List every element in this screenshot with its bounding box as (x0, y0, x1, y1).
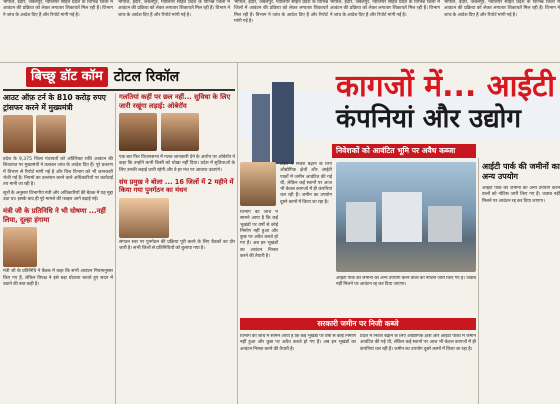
main-body-1: प्रदेश में निवेश बढ़ाने के लिए औद्योगिक क्षेत्रों और आईटी पार्कों में जमीन आवंटित की गई थी, लेकिन कई स्थानों पर आज भी केवल कागजों में ही कंपनियां चल रही हैं। जमीन का उपयोग दूसरे कामों में किया जा रहा है। (280, 162, 332, 205)
kicker-banner: निवेशकों को आवंटित भूमि पर अवैध कब्जा (332, 144, 476, 158)
main-headline-2: कंपनियां और उद्योग (336, 104, 522, 134)
top-strip-col-2: भोपाल, इंदौर, जबलपुर, ग्वालियर सहित प्रदेश के विभिन्न जिलों में आवंटन की प्रक्रिया को लेकर लगातार शिकायतें मिल रही हैं। विभाग ने जांच के आदेश दिए हैं और रिपोर्ट मांगी गई है। (118, 0, 230, 18)
main-body-4: प्रदेश में निवेश बढ़ाने के लिए औद्योगिक क्षेत्रों और आईटी पार्कों में जमीन आवंटित की गई थी, लेकिन कई स्थानों पर आज भी केवल कागजों में ही कंपनियां चल रही हैं। जमीन का उपयोग दूसरे कामों में किया जा रहा है। (360, 334, 476, 352)
left-article (3, 93, 113, 404)
mid-portrait-2 (161, 113, 199, 151)
portrait-photo-1 (3, 115, 33, 153)
portrait-photo-2 (36, 115, 66, 153)
brand-left: बिच्छू डॉट कॉम (26, 67, 108, 87)
main-body-2: आईटी पार्क की जमीनों का अन्य उपयोग करने वालों को नोटिस जारी किए गए हैं। जवाब नहीं मिलने पर आवंटन रद्द कर दिया जाएगा। (336, 276, 476, 288)
brand-right: टोटल रिकॉल (113, 69, 180, 85)
side-body: आईटी पार्क की जमीनों का अन्य उपयोग करने वालों को नोटिस जारी किए गए हैं। जवाब नहीं मिलने पर आवंटन रद्द कर दिया जाएगा। (482, 186, 560, 204)
mid-headline: गलतियां कहीं पर छल नहीं... सुविधा के लिए जारी रखूंगा लड़ाई: ओबेरॉय (119, 93, 231, 110)
left-body-1: प्रदेश के 9,375 जिला पंचायतों को अतिरिक्त राशि आवंटन की शिकायत पर मुख्यमंत्री ने तत्काल जांच के आदेश दिए हैं। पूरे प्रकरण में विभाग से रिपोर्ट मांगी गई है और वित्त विभाग को भी जानकारी भेजी गई है। नियमों का उल्लंघन करने वाले अधिकारियों पर कार्रवाई तय मानी जा रही है। (3, 157, 113, 188)
left-body-3: मंत्री जी के प्रतिनिधि ने बैठक में कहा कि सभी आवंटन नियमानुसार किए गए हैं, लेकिन विपक्ष ने इसे बड़ा घोटाला बताते हुए सदन में उठाने की बात कही है। (3, 269, 113, 288)
mid-portraits (119, 113, 235, 153)
left-box-head: मंत्री जी के प्रतिनिधि ने भी घोषणा ...नहीं लिया, दूल्हा हंगामा (3, 207, 106, 224)
mid-article (119, 93, 235, 404)
main-body-1b: विभाग की जांच में सामने आया है कि कई भूखंडों पर वर्षों से कोई निर्माण नहीं हुआ और कुछ पर अवैध कब्जे हो गए हैं। अब इन भूखंडों का आवंटन निरस्त करने की तैयारी है। (240, 210, 278, 260)
tower-graphic (242, 74, 302, 164)
mid-portrait-3 (119, 198, 169, 238)
brand-bar (26, 66, 234, 88)
main-body-3: विभाग की जांच में सामने आया है कि कई भूखंडों पर वर्षों से कोई निर्माण नहीं हुआ और कुछ पर अवैध कब्जे हो गए हैं। अब इन भूखंडों का आवंटन निरस्त करने की तैयारी है। (240, 334, 356, 352)
left-headline: आउट ऑफ़ टर्न के 810 करोड़ रुपए ट्रांसफर करने में मुख्यमंत्री (3, 93, 106, 112)
mid-body-2: संगठन स्तर पर पुनर्गठन की प्रक्रिया पूरी करने के लिए बैठकों का दौर जारी है। सभी जिलों से प्रतिनिधियों को बुलाया गया है। (119, 239, 235, 252)
side-headline: आईटी पार्क की जमीनों का अन्य उपयोग (482, 162, 560, 181)
top-strip-col-3: भोपाल, इंदौर, जबलपुर, ग्वालियर सहित प्रदेश के विभिन्न जिलों में आवंटन की प्रक्रिया को लेकर लगातार शिकायतें मिल रही हैं। विभाग ने जांच के आदेश दिए हैं और रिपोर्ट मांगी गई है। (234, 0, 328, 24)
top-strip-col-1: भोपाल, इंदौर, जबलपुर, ग्वालियर सहित प्रदेश के विभिन्न जिलों में आवंटन की प्रक्रिया को लेकर लगातार शिकायतें मिल रही हैं। विभाग ने जांच के आदेश दिए हैं और रिपोर्ट मांगी गई है। (3, 0, 113, 18)
left-body-2: सूत्रों के अनुसार विभागीय मंत्री और अधिकारियों की बैठक में यह मुद्दा उठा था। इसके बाद ही पूरे मामले की फाइल आगे बढ़ाई गई। (3, 190, 113, 202)
main-feature (240, 64, 560, 404)
top-strip-col-4: भोपाल, इंदौर, जबलपुर, ग्वालियर सहित प्रदेश के विभिन्न जिलों में आवंटन की प्रक्रिया को लेकर लगातार शिकायतें मिल रही हैं। विभाग ने जांच के आदेश दिए हैं और रिपोर्ट मांगी गई है। (330, 0, 440, 18)
mid-body-1: एक बार फिर विधानसभा में गलत जानकारी देने के आरोप पर ओबेरॉय ने कहा कि उन्होंने कभी किसी को धोखा नहीं दिया। प्रदेश में सुविधाओं के लिए उनकी लड़ाई जारी रहेगी और वे हर मंच पर आवाज उठाएंगे। (119, 155, 235, 173)
sub-banner: सरकारी जमीन पर निजी कब्जे (240, 318, 476, 330)
industrial-photo (336, 162, 476, 272)
reporter-photo (240, 162, 276, 206)
left-portrait-3 (3, 227, 37, 267)
mid-portrait-1 (119, 113, 157, 151)
left-portraits (3, 115, 113, 155)
top-strip-col-5: भोपाल, इंदौर, जबलपुर, ग्वालियर सहित प्रदेश के विभिन्न जिलों में आवंटन की प्रक्रिया को लेकर लगातार शिकायतें मिल रही हैं। विभाग ने जांच के आदेश दिए हैं और रिपोर्ट मांगी गई है। (444, 0, 560, 18)
mid-box-head: संघ प्रमुख ने बोला ... 16 जिलों में 2 महीने में किया गया पुनर्गठन का मंथन (119, 178, 234, 195)
main-headline-1: कागजों में... आईटी (336, 69, 556, 104)
